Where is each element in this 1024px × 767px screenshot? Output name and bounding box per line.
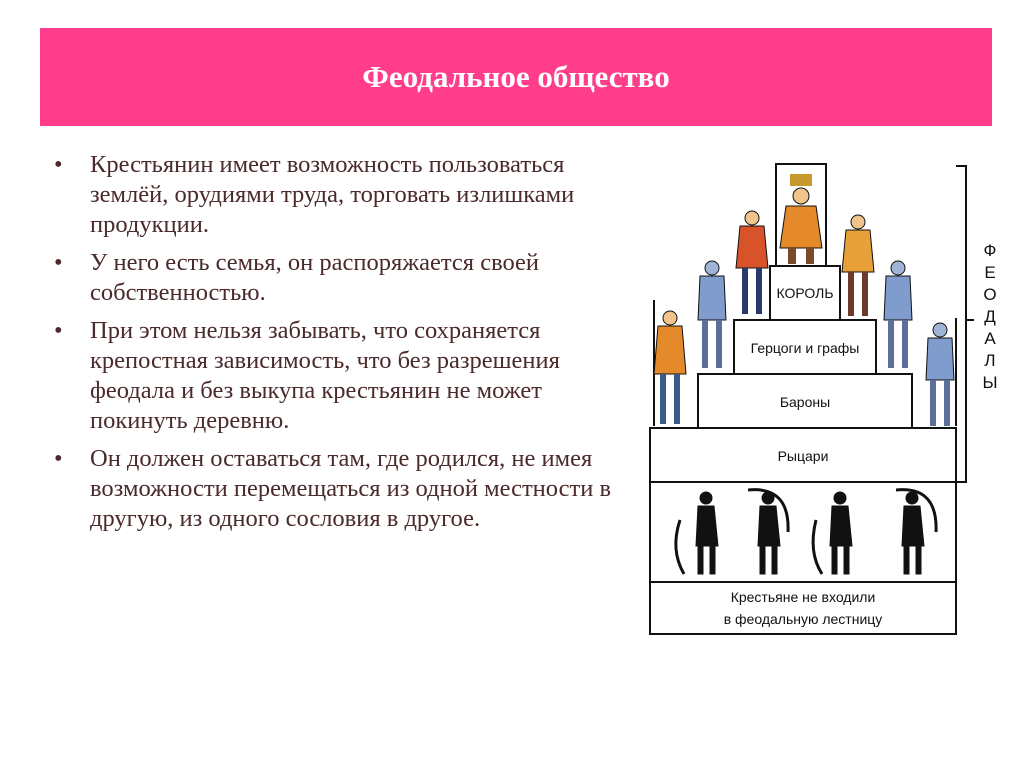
bullet-marker: • [54, 151, 63, 178]
side-letter: Л [984, 351, 996, 370]
step-label-king: КОРОЛЬ [776, 285, 834, 301]
side-letter: Ы [982, 373, 998, 392]
bullet-text: При этом нельзя забывать, что сохраняется крепостная зависимость, что без разрешения феодала и без выкупа крестьянин не может покинуть деревню. [90, 317, 560, 434]
bullet-item [54, 150, 614, 240]
step-label-knights: Рыцари [777, 448, 829, 464]
side-letter: Ф [983, 241, 997, 260]
bullet-list [54, 150, 614, 542]
side-letter: Д [984, 307, 996, 326]
step-label-dukes: Герцоги и графы [750, 340, 860, 356]
bullet-marker: • [54, 445, 63, 472]
bullet-text: Он должен оставаться там, где родился, не имея возможности перемещаться из одной местности в другую, из одного сословия в другое. [90, 445, 612, 532]
baron-figure-left [698, 261, 726, 368]
baron-figure-right [884, 261, 912, 368]
bullet-item [54, 316, 614, 436]
side-letter: Е [984, 263, 996, 282]
feudals-bracket [956, 166, 974, 482]
side-label-feodaly [982, 241, 997, 392]
knight-figure-left [654, 300, 686, 426]
side-letter: А [984, 329, 996, 348]
slide-title: Феодальное общество [362, 59, 670, 94]
title-bar [40, 28, 992, 126]
duke-figure-left [736, 211, 768, 314]
bullet-item [54, 248, 614, 308]
bullet-text: У него есть семья, он распоряжается своей собственностью. [90, 249, 540, 306]
bullet-marker: • [54, 249, 63, 276]
bullet-marker: • [54, 317, 63, 344]
knight-figure-right [926, 318, 956, 426]
feudal-ladder-diagram [640, 160, 1012, 640]
peasants-label-line2: в феодальную лестницу [723, 611, 883, 627]
bullet-item [54, 444, 614, 534]
duke-figure-right [842, 215, 874, 316]
peasants-label-line1: Крестьяне не входили [730, 589, 876, 605]
step-label-barons: Бароны [779, 394, 831, 410]
bullet-text: Крестьянин имеет возможность пользоваться землёй, орудиями труда, торговать излишками продукции. [90, 151, 575, 238]
side-letter: О [983, 285, 997, 304]
